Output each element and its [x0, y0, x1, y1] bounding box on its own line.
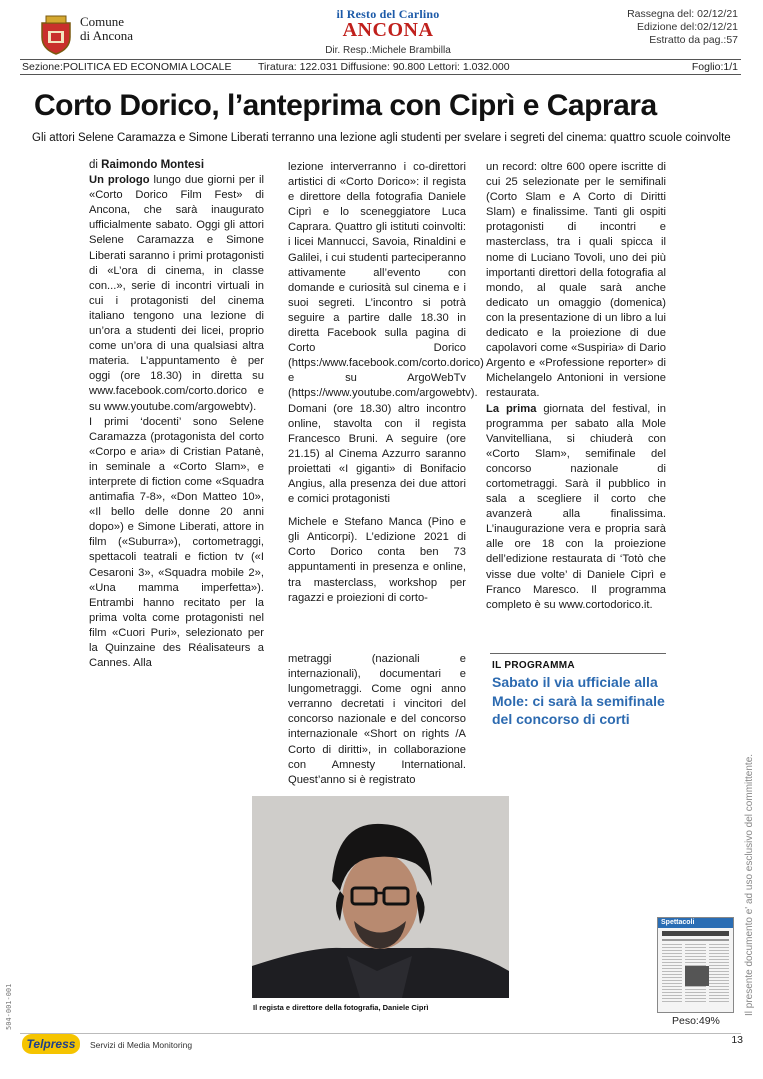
- comune-coat-of-arms-icon: [38, 15, 74, 55]
- programma-label: IL PROGRAMMA: [492, 660, 575, 671]
- col1-text-1: lungo due giorni per il «Corto Dorico Film Fest» di Ancona, che sarà inaugurato ufficialmente sabato. Oggi gli attori Selene Caramazza e Simone Liberati saranno i primi protagonisti di «L’ora di cinema, in classe con...», serie di incontri virtuali in cui i protagonisti del cinema italiano tengono una lezione di un’ora a studenti dei licei, proprio come un’ora di una qualsiasi altra materia. L’appuntamento è per oggi (ore 18.30) in diretta su www.facebook.com/corto.dorico e su www.youtube.com/argowebtv).: [89, 174, 264, 413]
- article-column-1: [89, 158, 264, 671]
- col1-paragraph-2: I primi ‘docenti’ sono Selene Caramazza (protagonista del corto «Corpo e aria» di Cristian Patanè, in seminale a «Corto Slam», e interprete di fiction come «Squadra antimafia 7-8», «Don Matteo 10», «Il bello delle donne 20 anni dopo») e Simone Liberati, attore in film («Suburra»), cortometraggi, spettacoli teatrali e fiction tv («I Cesaroni 3», «Squadra mobile 2», «Una mamma imperfetta»). Entrambi hanno recitato per la prima volta come protagonisti nel film «Cuori Puri», selezionato per la Quinzaine des Réalisateurs a Cannes. Alla: [89, 415, 264, 670]
- article-headline: Corto Dorico, l’anteprima con Ciprì e Caprara: [34, 89, 657, 122]
- col1-paragraph-1: [89, 173, 264, 415]
- col3-paragraph-2: [486, 402, 666, 613]
- comune-line1: Comune: [80, 14, 125, 29]
- rassegna-date: Rassegna del: 02/12/21: [627, 8, 738, 20]
- masthead-city: ANCONA: [342, 19, 434, 41]
- col2b-paragraph-1: metraggi (nazionali e internazionali), documentari e lungometraggi. Come ogni anno verranno decretati i vincitori del concorso nazionale e del concorso internazionale «Short on rights /A Corto di diritti», in collaborazione con Amnesty International. Quest’anno si è registrato: [288, 653, 466, 786]
- comune-label: [80, 15, 133, 43]
- footer-divider: [20, 1033, 741, 1034]
- article-column-2-continued: [288, 652, 466, 788]
- edizione-date: Edizione del:02/12/21: [637, 21, 738, 33]
- thumbnail-photo: [685, 966, 709, 986]
- article-subhead: Gli attori Selene Caramazza e Simone Liberati terranno una lezione agli studenti per svelare i segreti del cinema: quattro scuole coinvolte: [32, 132, 731, 144]
- col2-paragraph-2: Michele e Stefano Manca (Pino e gli Anticorpi). L’edizione 2021 di Corto Dorico conta ben 73 appuntamenti in presenza e online, tra masterclass, workshop per ragazzi e proiezioni di corto-: [288, 516, 466, 604]
- byline-prefix: di: [89, 159, 102, 171]
- photo-caption: Il regista e direttore della fotografia, Daniele Ciprì: [253, 1003, 429, 1012]
- telpress-logo: [22, 1034, 80, 1054]
- byline-author: Raimondo Montesi: [101, 159, 205, 171]
- document-code: 504-001-001: [5, 983, 13, 1030]
- thumbnail-subhead-bar: [662, 939, 729, 941]
- director-line: Dir. Resp.:Michele Brambilla: [325, 45, 451, 56]
- sheet-number: Foglio:1/1: [691, 61, 738, 73]
- footer-service-label: Servizi di Media Monitoring: [90, 1040, 193, 1050]
- usage-notice: Il presente documento e' ad uso esclusivo del committente.: [744, 753, 755, 1016]
- page-number: 13: [731, 1034, 743, 1046]
- col3-paragraph-1: un record: oltre 600 opere iscritte di cui 25 selezionate per le semifinali (Corto Slam e A Corto di Diritti Slam) e finalissime. Tanti gli ospiti protagonisti di incontri e masterclass, tra i quali spicca il nome di Luciano Tovoli, uno dei più importanti direttori della fotografia al mondo, al quale sarà anche dedicato un omaggio (domenica) con la presentazione di un libro a lui dedicato e la proiezione di due capolavori come «Suspiria» di Dario Argento e «Professione reporter» di Michelangelo Antonioni in versione restaurata.: [486, 161, 666, 400]
- thumbnail-section: Spettacoli: [658, 918, 733, 928]
- telpress-logo-text: Telpress: [26, 1037, 76, 1051]
- header-divider: [20, 59, 741, 60]
- masthead-title: il Resto del Carlino: [336, 7, 440, 21]
- page-thumbnail: [657, 917, 734, 1013]
- article-photo: [252, 796, 509, 998]
- programma-title: Sabato il via ufficiale alla Mole: ci sarà la semifinale del concorso di corti: [492, 674, 665, 727]
- col3-lead: La prima: [486, 402, 537, 415]
- section-label: Sezione:POLITICA ED ECONOMIA LOCALE: [22, 61, 232, 73]
- thumbnail-column: [662, 944, 682, 1004]
- programma-box-rule: [490, 653, 666, 654]
- thumbnail-columns: [662, 944, 729, 1004]
- thumbnail-column: [709, 944, 729, 1004]
- circulation-info: Tiratura: 122.031 Diffusione: 90.800 Lettori: 1.032.000: [258, 61, 510, 73]
- article-column-2: [288, 160, 484, 606]
- col2-paragraph-1: lezione interverranno i co-direttori artistici di «Corto Dorico»: il regista e direttore della fotografia Daniele Ciprì e lo sceneggiatore Luca Caprara. Quattro gli istituti coinvolti: i licei Mannucci, Savoia, Rinaldini e Galilei, i cui studenti parteciperanno attivamente all’evento con domande e curiosità sul cinema e i suoi segreti. L’incontro si potrà seguire a partire dalle 18.30 in diretta Facebook sulla pagina di Corto Dorico (https:/www.facebook.com/corto.dorico) e su ArgoWebTv (https://www.youtube.com/argowebtv). Domani (ore 18.30) altro incontro online, stavolta con il regista Francesco Bruni. A seguire (ore 21.15) al Cinema Azzurro saranno proiettati «I giganti» di Bonifacio Angius, alla presenza dei due attori e comici protagonisti: [288, 161, 484, 506]
- header-divider-bottom: [20, 74, 741, 75]
- col3-text-2: giornata del festival, in programma per sabato alla Mole Vanvitelliana, si chiuderà con «Corto Slam», semifinale del concorso nazionale di cortometraggi. Sarà il pubblico in sala a scegliere il corto che avanzerà alla finalissima. L’inaugurazione vera e propria sarà alle ore 18 con la proiezione dell’edizione restaurata di ‘Totò che visse due volte’ di Daniele Ciprì e Franco Maresco. Il programma completo è su www.cortodorico.it.: [486, 402, 666, 611]
- article-column-3: [486, 160, 666, 613]
- press-review-meta: [627, 8, 738, 47]
- byline: [89, 158, 264, 173]
- weight-percentage: Peso:49%: [672, 1015, 720, 1027]
- newspaper-masthead: [318, 7, 458, 39]
- thumbnail-column: [685, 944, 705, 1004]
- estratto-page: Estratto da pag.:57: [649, 34, 738, 46]
- thumbnail-headline-bar: [662, 931, 729, 936]
- comune-line2: di Ancona: [80, 28, 134, 43]
- col1-lead: Un prologo: [89, 174, 150, 187]
